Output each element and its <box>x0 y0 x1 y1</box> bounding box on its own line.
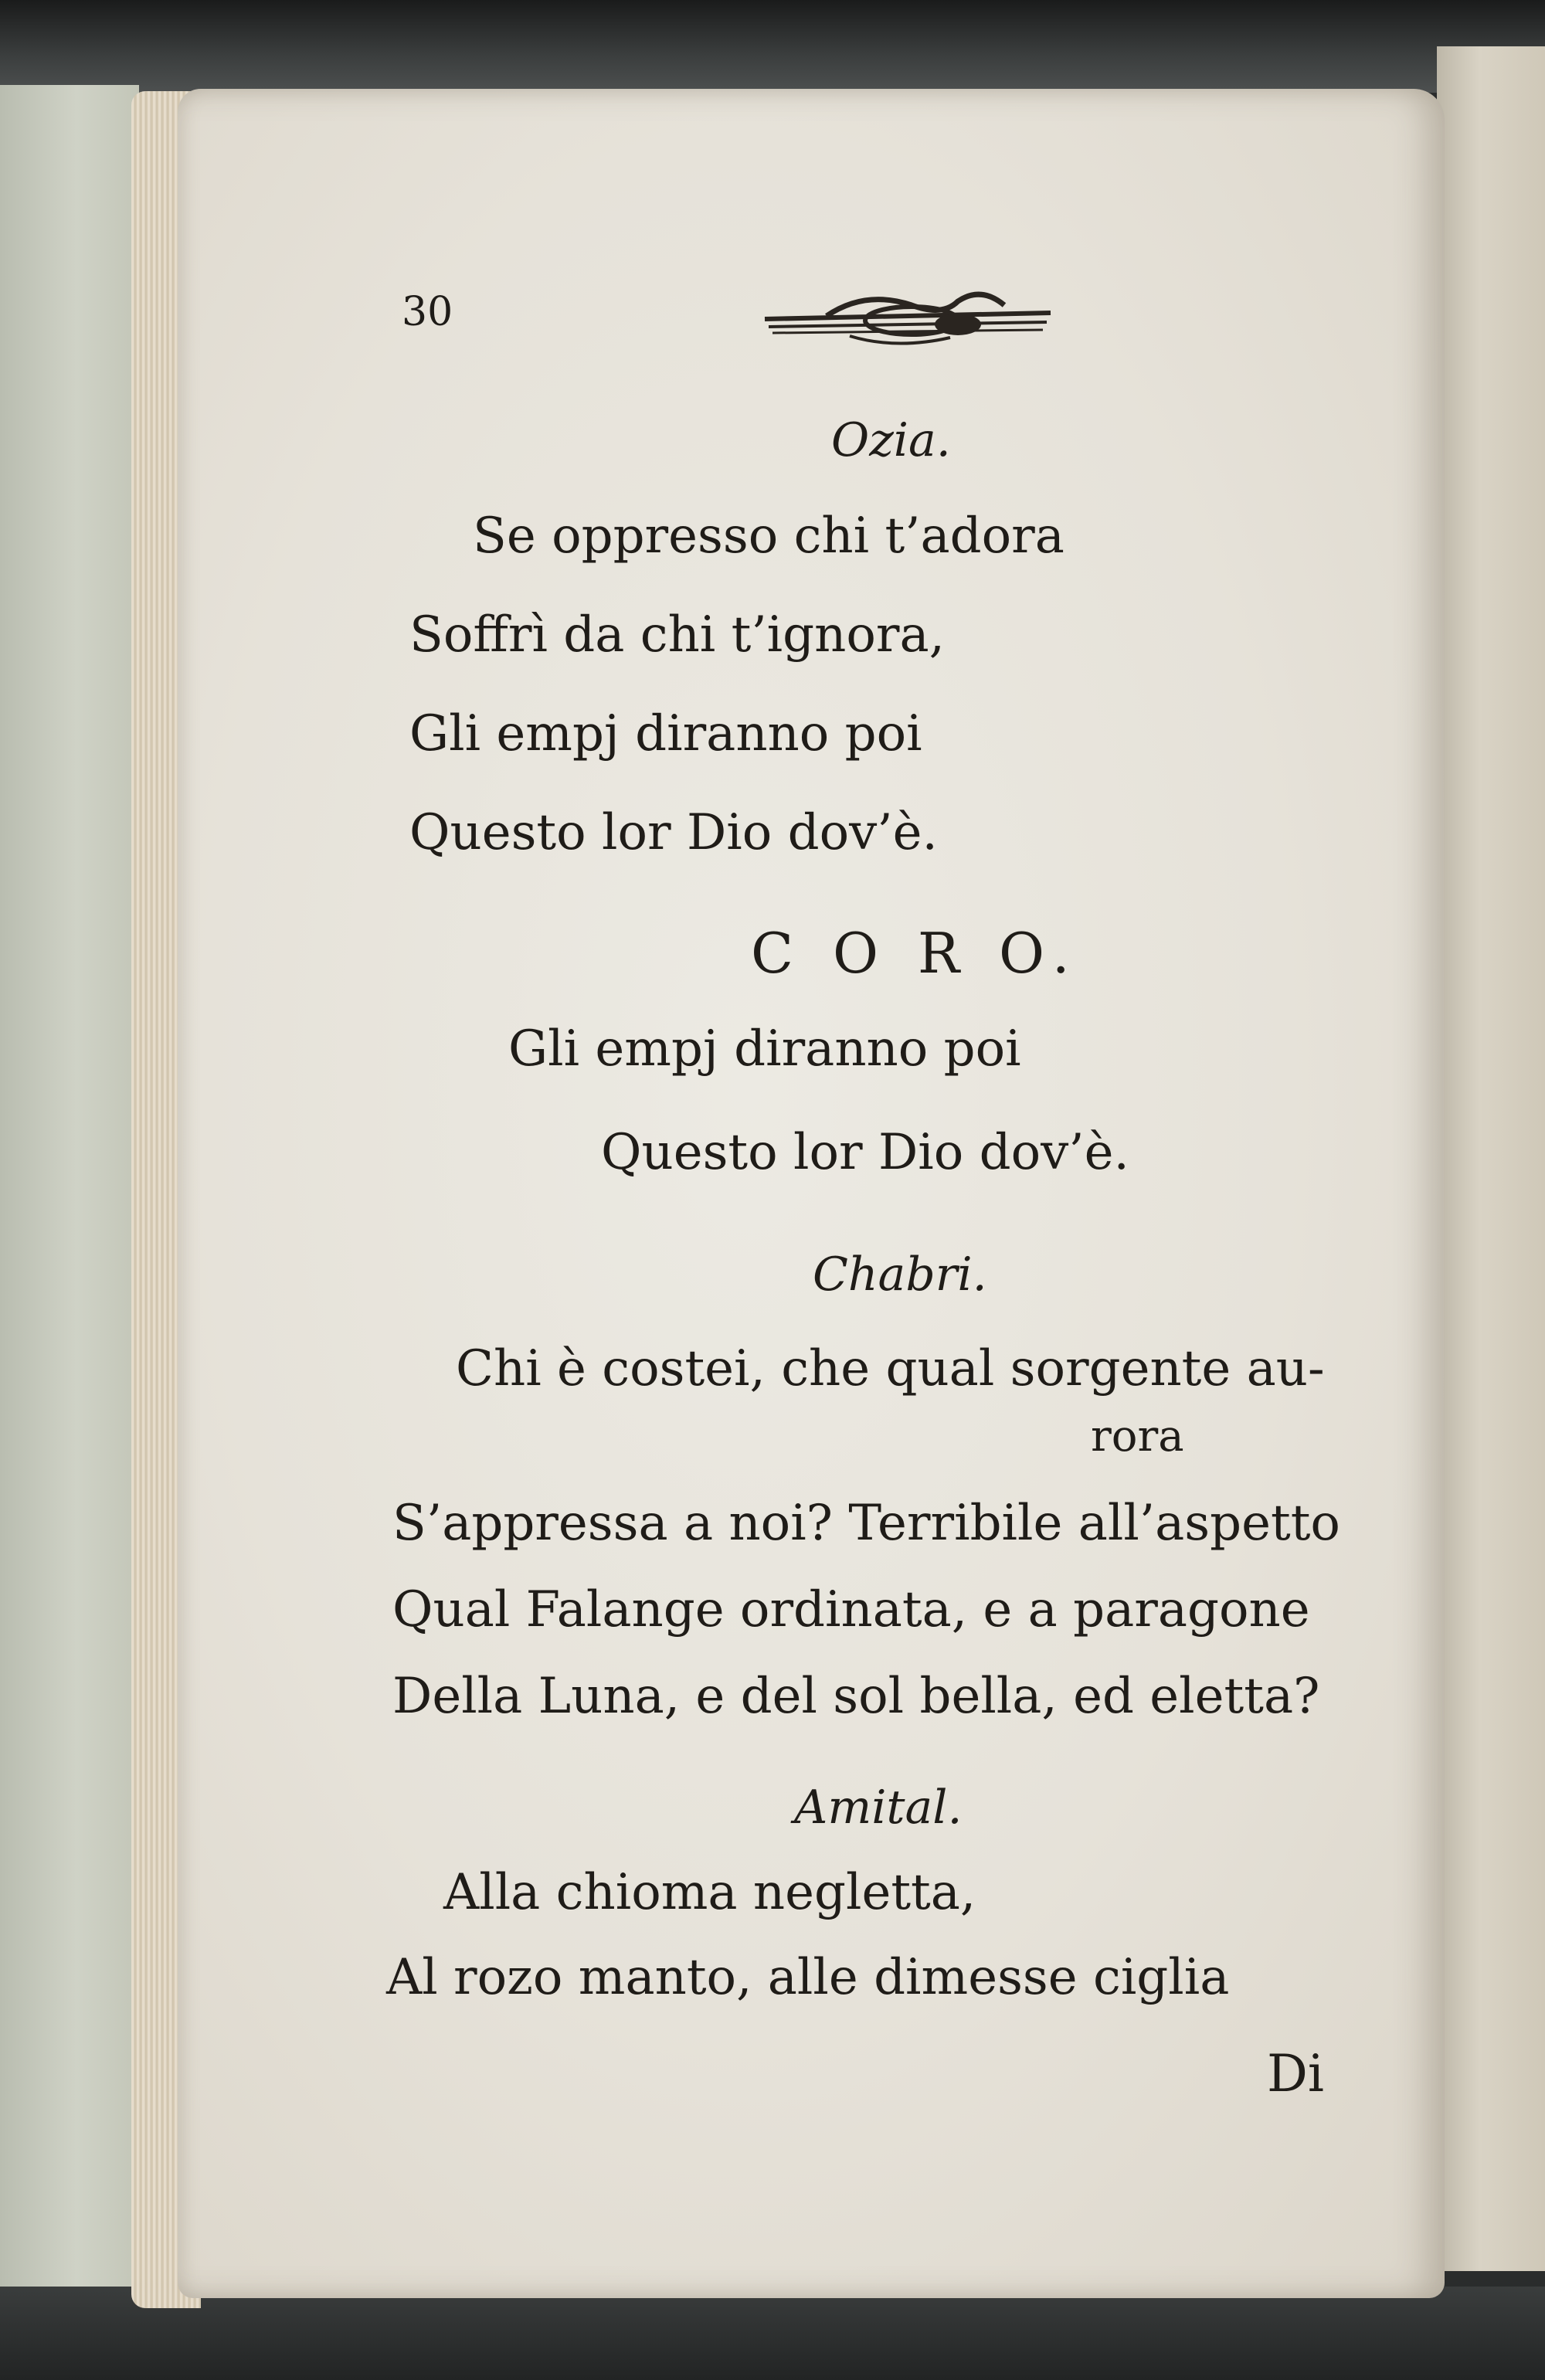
verse-line: Questo lor Dio dov’è. <box>601 1124 1129 1181</box>
page-number: 30 <box>402 289 453 335</box>
printers-ornament-icon <box>757 282 1058 351</box>
verse-line: Al rozo manto, alle dimesse ciglia <box>386 1949 1230 2006</box>
verse-line: S’appressa a noi? Terribile all’aspetto <box>392 1495 1340 1552</box>
verse-line: Chi è costei, che qual sorgente au- <box>456 1340 1325 1397</box>
verse-line: Della Luna, e del sol bella, ed eletta? <box>392 1668 1320 1725</box>
verse-line: Questo lor Dio dov’è. <box>409 804 938 861</box>
verse-line: Qual Falange ordinata, e a paragone <box>392 1581 1310 1638</box>
book-binding-top <box>0 0 1545 93</box>
catchword: Di <box>1267 2044 1325 2103</box>
verse-line: Gli empj diranno poi <box>409 705 922 762</box>
verse-line: Soffrì da chi t’ignora, <box>409 606 945 664</box>
facing-page-edge <box>1437 46 1545 2271</box>
speaker-amital: Amital. <box>794 1781 963 1835</box>
left-flyleaf <box>0 85 139 2310</box>
verse-line: Se oppresso chi t’adora <box>473 508 1065 565</box>
verse-line: Gli empj diranno poi <box>508 1020 1021 1078</box>
verse-line: Alla chioma negletta, <box>443 1864 976 1921</box>
verse-line-turnover: rora <box>1091 1411 1184 1462</box>
book-binding-bottom <box>0 2287 1545 2380</box>
coro-heading: C O R O. <box>751 921 1081 986</box>
speaker-ozia: Ozia. <box>831 413 951 467</box>
speaker-chabri: Chabri. <box>813 1248 987 1302</box>
